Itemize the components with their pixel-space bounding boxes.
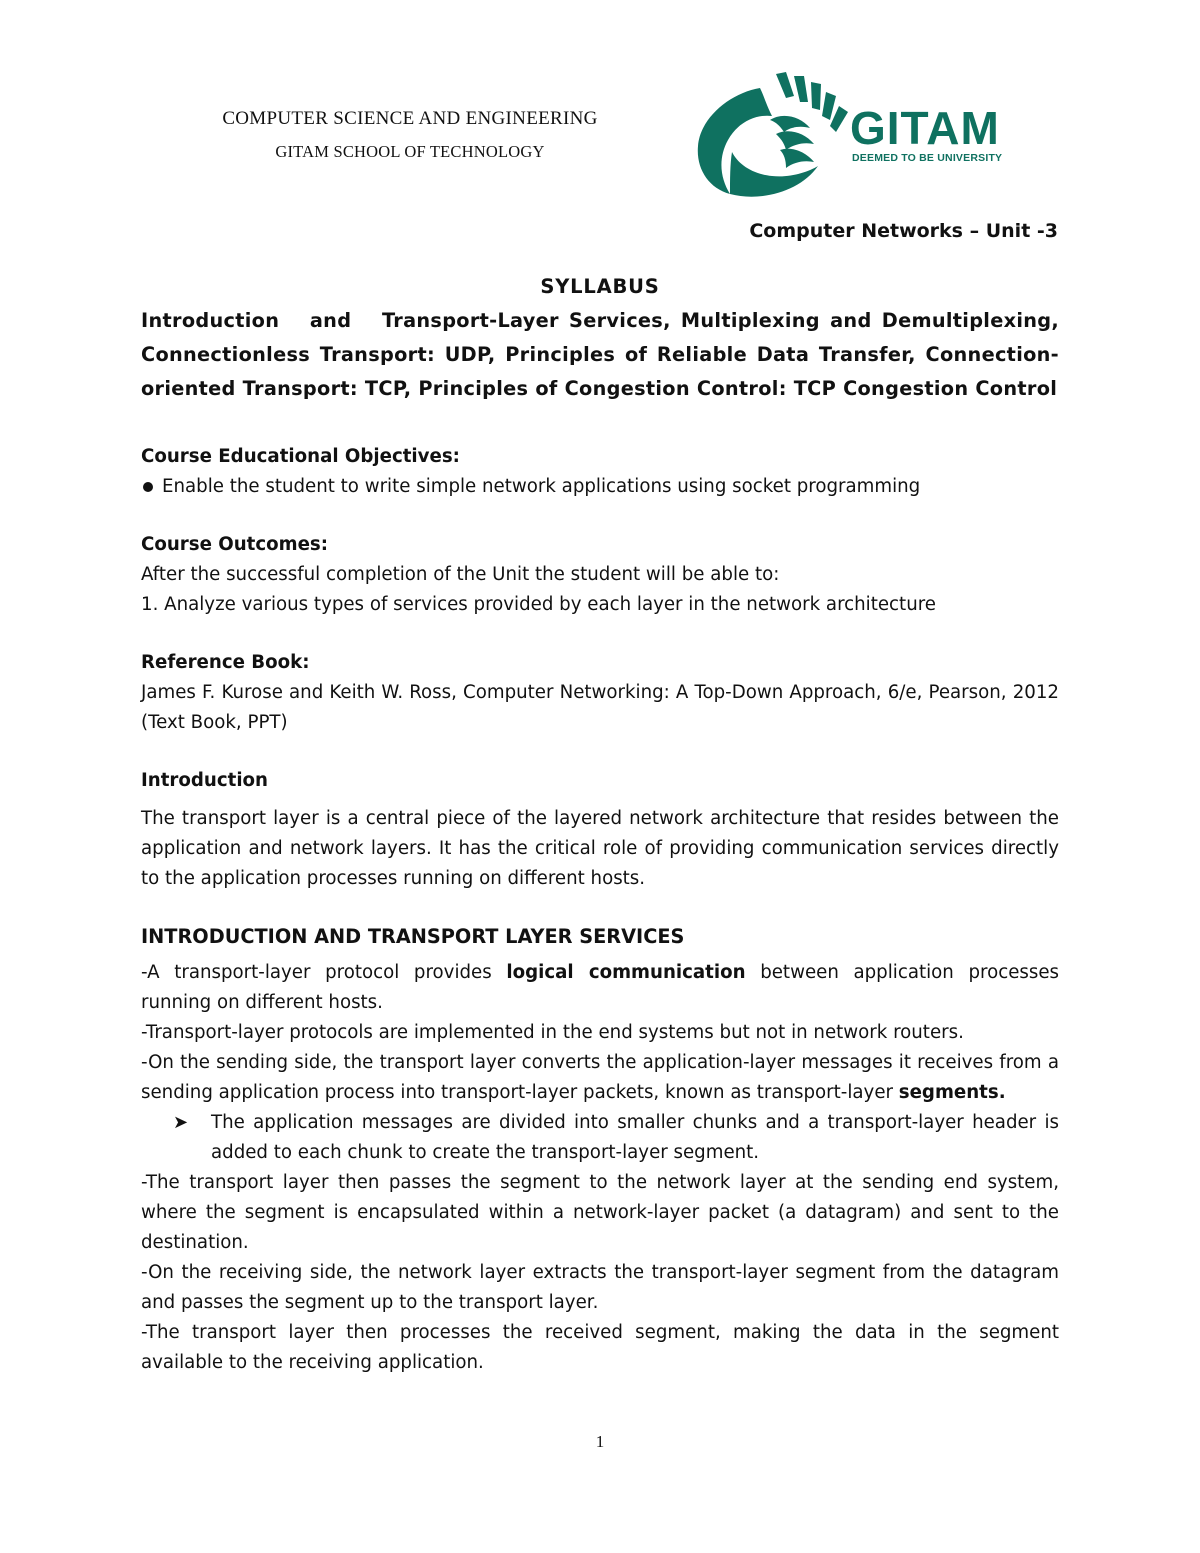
objectives-label: Course Educational Objectives: bbox=[141, 446, 460, 467]
syllabus-lead-2: and bbox=[309, 309, 352, 332]
arrow-bullet-icon: ➤ bbox=[173, 1112, 189, 1133]
p3-before: -On the sending side, the transport layer converts the application-layer messages it receives from a sending application process into transport-layer packets, known as transport-layer bbox=[141, 1052, 1059, 1103]
document-header bbox=[170, 108, 650, 162]
syllabus-topics: -Layer Services, Multiplexing and Demultiplexing, Connectionless Transport: UDP, Principles of Reliable Data Transfer, Connection-oriented Transport: TCP, Principles of Congestion Control: TCP Congestion Control bbox=[141, 309, 1059, 400]
p1-before: -A transport-layer protocol provides bbox=[141, 962, 507, 983]
syllabus-lead-3: Transport bbox=[381, 309, 490, 332]
services-paragraph-6: -The transport layer then processes the received segment, making the data in the segment available to the receiving application. bbox=[141, 1322, 1059, 1373]
p1-after: between application processes running on different hosts. bbox=[141, 962, 1059, 1013]
document-body bbox=[141, 272, 1059, 1378]
services-paragraph-1 bbox=[141, 958, 1059, 1018]
page-number: 1 bbox=[595, 1432, 605, 1451]
unit-title: Computer Networks – Unit -3 bbox=[749, 220, 1058, 242]
outcomes-label: Course Outcomes: bbox=[141, 534, 329, 555]
services-paragraph-4: -The transport layer then passes the segment to the network layer at the sending end system, where the segment is encapsulated within a network-layer packet (a datagram) and sent to the destination. bbox=[141, 1172, 1059, 1253]
logo-tagline: DEEMED TO BE UNIVERSITY bbox=[852, 152, 1003, 164]
p3-bold: segments. bbox=[898, 1082, 1006, 1103]
arrow-item-text: The application messages are divided into smaller chunks and a transport-layer header is added to each chunk to create the transport-layer segment. bbox=[211, 1112, 1059, 1163]
reference-label: Reference Book: bbox=[141, 652, 310, 673]
p1-bold: logical communication bbox=[506, 962, 746, 983]
logo-wordmark: GITAM bbox=[850, 102, 1000, 154]
services-paragraph-2: -Transport-layer protocols are implemented in the end systems but not in network routers. bbox=[141, 1022, 964, 1043]
bullet-icon bbox=[143, 482, 153, 492]
syllabus-lead-1: Introduction bbox=[141, 309, 280, 332]
objective-item bbox=[141, 472, 1059, 502]
introduction-text: The transport layer is a central piece of the layered network architecture that resides between the application and network layers. It has the critical role of providing communication services directly to the application processes running on different hosts. bbox=[141, 808, 1059, 889]
department-name: COMPUTER SCIENCE AND ENGINEERING bbox=[222, 108, 598, 129]
outcomes-intro: After the successful completion of the Unit the student will be able to: bbox=[141, 564, 780, 585]
outcome-item: 1. Analyze various types of services provided by each layer in the network architecture bbox=[141, 594, 936, 615]
services-heading: INTRODUCTION AND TRANSPORT LAYER SERVICES bbox=[141, 925, 685, 948]
services-paragraph-3 bbox=[141, 1048, 1059, 1108]
reference-text: James F. Kurose and Keith W. Ross, Computer Networking: A Top-Down Approach, 6/e, Pearson, 2012 (Text Book, PPT) bbox=[141, 682, 1059, 733]
arrow-list-item bbox=[173, 1108, 1059, 1168]
school-name: GITAM SCHOOL OF TECHNOLOGY bbox=[275, 142, 545, 161]
introduction-label: Introduction bbox=[141, 770, 268, 791]
syllabus-heading: SYLLABUS bbox=[540, 275, 660, 298]
services-paragraph-5: -On the receiving side, the network layer extracts the transport-layer segment from the datagram and passes the segment up to the transport layer. bbox=[141, 1262, 1059, 1313]
objective-text: Enable the student to write simple network applications using socket programming bbox=[162, 476, 921, 497]
syllabus-text bbox=[141, 304, 1059, 406]
